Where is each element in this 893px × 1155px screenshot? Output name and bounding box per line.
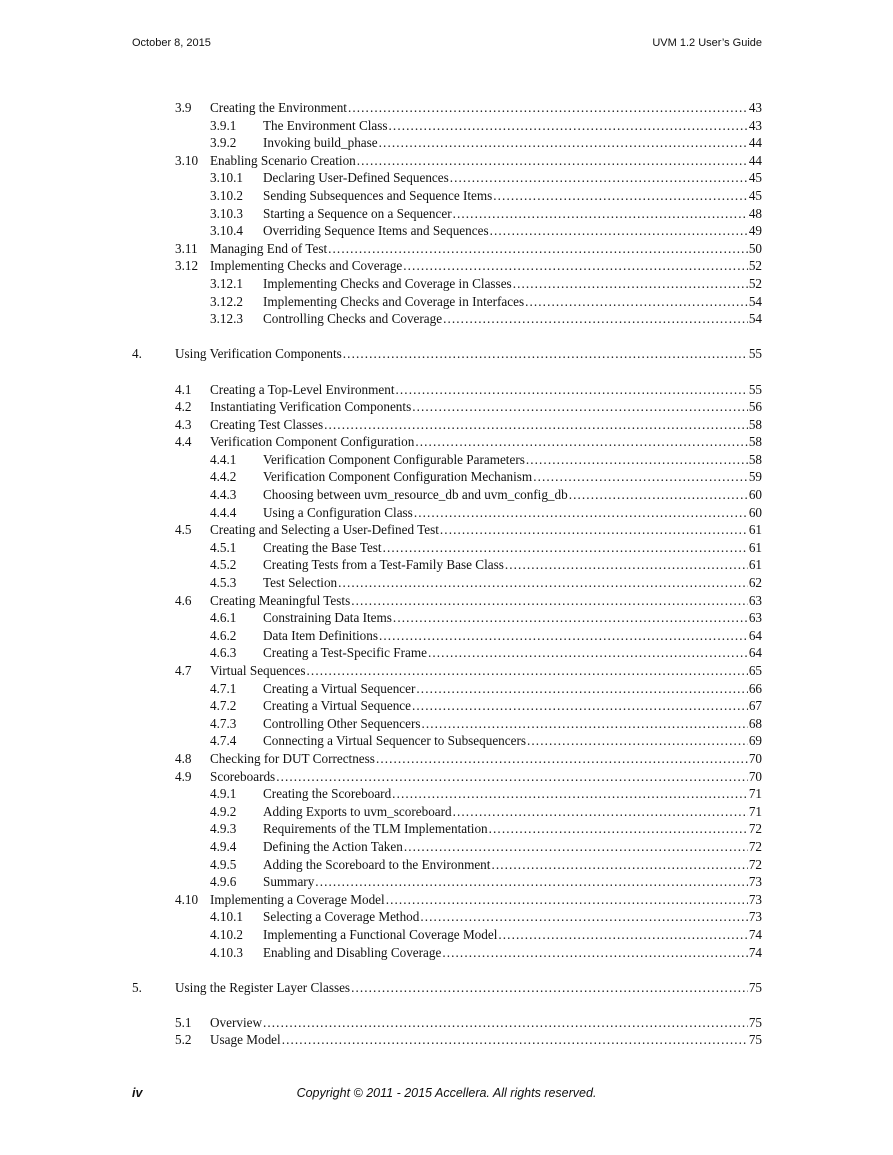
toc-leader-dots <box>386 891 748 909</box>
toc-entry-number: 4.7.2 <box>210 698 237 714</box>
toc-entry-title: Adding Exports to uvm_scoreboard <box>263 803 452 819</box>
toc-entry-title: Creating Tests from a Test-Family Base Class <box>263 557 504 573</box>
toc-entry[interactable] <box>0 609 893 627</box>
toc-entry[interactable] <box>0 732 893 750</box>
toc-entry[interactable] <box>0 398 893 416</box>
toc-leader-dots <box>493 187 748 205</box>
toc-leader-dots <box>421 715 747 733</box>
toc-entry-page: 72 <box>748 856 762 872</box>
toc-entry-page: 61 <box>748 522 762 538</box>
toc-entry-number: 4.4.1 <box>210 451 237 467</box>
toc-entry-number: 3.10.1 <box>210 170 243 186</box>
toc-entry-page: 63 <box>748 610 762 626</box>
toc-entry-page: 68 <box>748 715 762 731</box>
toc-entry-title: Creating Meaningful Tests <box>210 592 351 608</box>
toc-entry[interactable] <box>0 468 893 486</box>
toc-entry-number: 4.1 <box>175 381 192 397</box>
toc-entry-number: 4. <box>132 346 142 362</box>
toc-entry-page: 44 <box>748 135 762 151</box>
toc-entry-number: 4.10.3 <box>210 944 243 960</box>
toc-entry-page: 73 <box>748 874 762 890</box>
toc-entry-page: 60 <box>748 487 762 503</box>
toc-entry[interactable] <box>0 574 893 592</box>
toc-entry-title: Sending Subsequences and Sequence Items <box>263 187 493 203</box>
toc-leader-dots <box>351 592 748 610</box>
toc-entry-title: Instantiating Verification Components <box>210 399 412 415</box>
toc-entry-number: 4.8 <box>175 750 192 766</box>
toc-leader-dots <box>489 820 748 838</box>
toc-entry-title: Summary <box>263 874 315 890</box>
toc-leader-dots <box>348 99 748 117</box>
toc-entry-title: Enabling and Disabling Coverage <box>263 944 442 960</box>
toc-leader-dots <box>443 310 748 328</box>
toc-entry-number: 4.10.2 <box>210 926 243 942</box>
toc-entry[interactable] <box>0 539 893 557</box>
toc-leader-dots <box>498 926 747 944</box>
toc-entry-number: 3.12.2 <box>210 293 243 309</box>
toc-entry-title: Selecting a Coverage Method <box>263 909 420 925</box>
toc-leader-dots <box>420 908 747 926</box>
toc-leader-dots <box>315 873 748 891</box>
toc-entry-number: 4.6 <box>175 592 192 608</box>
toc-entry-page: 58 <box>748 451 762 467</box>
toc-entry-page: 73 <box>748 891 762 907</box>
toc-leader-dots <box>513 275 748 293</box>
toc-entry-number: 3.10.4 <box>210 223 243 239</box>
toc-entry-number: 3.10.3 <box>210 205 243 221</box>
toc-entry-title: Adding the Scoreboard to the Environment <box>263 856 491 872</box>
toc-entry-page: 61 <box>748 557 762 573</box>
toc-entry-number: 3.10.2 <box>210 187 243 203</box>
toc-entry-number: 4.10 <box>175 891 199 907</box>
toc-entry-page: 60 <box>748 504 762 520</box>
toc-entry[interactable] <box>0 908 893 926</box>
toc-entry-page: 62 <box>748 575 762 591</box>
toc-leader-dots <box>453 205 748 223</box>
toc-entry[interactable] <box>0 627 893 645</box>
toc-leader-dots <box>357 152 748 170</box>
toc-leader-dots <box>328 240 748 258</box>
toc-entry-title: Choosing between uvm_resource_db and uvm_config_db <box>263 487 568 503</box>
toc-entry-page: 43 <box>748 100 762 115</box>
toc-entry-page: 63 <box>748 592 762 608</box>
toc-entry-page: 66 <box>748 680 762 696</box>
toc-entry-title: Implementing Checks and Coverage in Classes <box>263 275 512 291</box>
toc-entry-title: Creating and Selecting a User-Defined Test <box>210 522 439 538</box>
toc-entry-number: 3.11 <box>175 240 198 256</box>
toc-entry-page: 70 <box>748 768 762 784</box>
toc-entry-page: 74 <box>748 926 762 942</box>
toc-entry-page: 58 <box>748 434 762 450</box>
toc-entry-title: Managing End of Test <box>210 240 328 256</box>
toc-chapter-entry[interactable] <box>0 328 893 363</box>
toc-entry-page: 49 <box>748 223 762 239</box>
toc-entry[interactable] <box>0 891 893 909</box>
toc-entry-number: 3.12.1 <box>210 275 243 291</box>
toc-entry[interactable] <box>0 257 893 275</box>
toc-entry-number: 4.7.4 <box>210 733 237 749</box>
toc-entry[interactable] <box>0 926 893 944</box>
header-title: UVM 1.2 User’s Guide <box>652 37 762 49</box>
toc-entry[interactable] <box>0 556 893 574</box>
toc-leader-dots <box>414 504 748 522</box>
toc-entry[interactable] <box>0 715 893 733</box>
toc-entry-page: 56 <box>748 399 762 415</box>
toc-entry-title: Creating a Top-Level Environment <box>210 381 395 397</box>
toc-leader-dots <box>505 556 748 574</box>
toc-leader-dots <box>307 662 748 680</box>
toc-leader-dots <box>276 768 748 786</box>
toc-leader-dots <box>383 539 748 557</box>
toc-leader-dots <box>526 451 748 469</box>
toc-leader-dots <box>282 1031 748 1049</box>
toc-entry-title: Using a Configuration Class <box>263 504 413 520</box>
toc-entry[interactable] <box>0 750 893 768</box>
toc-leader-dots <box>393 609 748 627</box>
toc-entry-number: 4.9.1 <box>210 786 237 802</box>
toc-entry-title: Creating a Virtual Sequencer <box>263 680 416 696</box>
toc-leader-dots <box>442 944 747 962</box>
toc-entry[interactable] <box>0 944 893 962</box>
toc-entry-number: 4.7 <box>175 663 192 678</box>
table-of-contents <box>0 99 893 1049</box>
toc-entry-title: Implementing Checks and Coverage in Interfaces <box>263 293 525 309</box>
toc-entry-number: 4.5.3 <box>210 575 237 591</box>
toc-entry-number: 4.7.1 <box>210 680 237 696</box>
toc-entry-page: 52 <box>748 275 762 291</box>
toc-entry-page: 48 <box>748 205 762 221</box>
toc-entry-page: 71 <box>748 803 762 819</box>
toc-entry-number: 4.6.3 <box>210 645 237 661</box>
toc-entry-number: 4.3 <box>175 416 192 432</box>
toc-entry-number: 4.7.3 <box>210 715 237 731</box>
toc-entry-title: Implementing a Coverage Model <box>210 891 385 907</box>
toc-entry[interactable] <box>0 117 893 135</box>
toc-entry[interactable] <box>0 293 893 311</box>
toc-entry-title: Scoreboards <box>210 768 276 784</box>
toc-entry-number: 4.2 <box>175 399 192 415</box>
toc-entry-number: 4.10.1 <box>210 909 243 925</box>
toc-leader-dots <box>324 416 748 434</box>
toc-entry-number: 3.9 <box>175 100 192 115</box>
toc-entry[interactable] <box>0 222 893 240</box>
toc-leader-dots <box>379 134 748 152</box>
toc-entry-page: 75 <box>748 1032 762 1048</box>
footer-copyright: Copyright © 2011 - 2015 Accellera. All rights reserved. <box>296 1086 597 1100</box>
toc-entry[interactable] <box>0 521 893 539</box>
toc-leader-dots <box>412 697 748 715</box>
toc-entry-title: Enabling Scenario Creation <box>210 152 356 168</box>
toc-entry[interactable] <box>0 785 893 803</box>
toc-entry-page: 58 <box>748 416 762 432</box>
toc-chapter-entry[interactable] <box>0 961 893 996</box>
toc-entry-page: 71 <box>748 786 762 802</box>
toc-leader-dots <box>343 345 748 363</box>
toc-entry-number: 4.6.2 <box>210 627 237 643</box>
toc-entry-title: Verification Component Configurable Parameters <box>263 451 525 467</box>
toc-entry-number: 4.5.1 <box>210 539 237 555</box>
toc-entry-page: 69 <box>748 733 762 749</box>
toc-entry-page: 64 <box>748 645 762 661</box>
toc-entry-number: 4.4.3 <box>210 487 237 503</box>
toc-entry[interactable] <box>0 768 893 786</box>
toc-leader-dots <box>569 486 748 504</box>
toc-entry-page: 74 <box>748 944 762 960</box>
toc-leader-dots <box>379 627 748 645</box>
toc-entry-title: Controlling Checks and Coverage <box>263 311 443 327</box>
toc-entry-page: 64 <box>748 627 762 643</box>
toc-leader-dots <box>440 521 748 539</box>
toc-entry-title: Controlling Other Sequencers <box>263 715 421 731</box>
toc-entry-number: 4.5 <box>175 522 192 538</box>
toc-entry-title: Verification Component Configuration Mechanism <box>263 469 533 485</box>
toc-entry-page: 45 <box>748 187 762 203</box>
toc-entry[interactable] <box>0 820 893 838</box>
toc-leader-dots <box>338 574 748 592</box>
toc-entry-page: 73 <box>748 909 762 925</box>
toc-entry-title: Creating the Base Test <box>263 539 382 555</box>
toc-entry[interactable] <box>0 240 893 258</box>
toc-entry[interactable] <box>0 433 893 451</box>
toc-entry-number: 5. <box>132 979 142 995</box>
toc-leader-dots <box>392 785 748 803</box>
toc-leader-dots <box>533 468 748 486</box>
toc-entry-page: 61 <box>748 539 762 555</box>
toc-leader-dots <box>453 803 748 821</box>
toc-entry[interactable] <box>0 275 893 293</box>
toc-entry[interactable] <box>0 451 893 469</box>
toc-entry-number: 4.4.4 <box>210 504 237 520</box>
toc-entry[interactable] <box>0 592 893 610</box>
toc-entry[interactable] <box>0 152 893 170</box>
toc-entry-number: 4.9.5 <box>210 856 237 872</box>
toc-entry-title: Implementing Checks and Coverage <box>210 258 403 274</box>
toc-leader-dots <box>428 644 748 662</box>
toc-entry-number: 4.9.6 <box>210 874 237 890</box>
toc-entry-page: 54 <box>748 311 762 327</box>
toc-entry[interactable] <box>0 996 893 1031</box>
toc-entry-number: 5.1 <box>175 1014 192 1030</box>
footer-page-number: iv <box>132 1086 143 1100</box>
toc-leader-dots <box>525 293 748 311</box>
toc-leader-dots <box>404 838 748 856</box>
toc-entry[interactable] <box>0 363 893 398</box>
toc-leader-dots <box>490 222 748 240</box>
toc-entry-number: 3.12 <box>175 258 199 274</box>
toc-entry-title: Creating a Test-Specific Frame <box>263 645 427 661</box>
toc-entry-page: 70 <box>748 750 762 766</box>
toc-leader-dots <box>491 856 747 874</box>
toc-entry-page: 55 <box>748 346 762 362</box>
toc-entry-title: Checking for DUT Correctness <box>210 750 375 766</box>
toc-entry-title: Connecting a Virtual Sequencer to Subsequencers <box>263 733 527 749</box>
toc-entry-title: Constraining Data Items <box>263 610 392 626</box>
toc-entry-title: Creating a Virtual Sequence <box>263 698 412 714</box>
toc-entry-page: 44 <box>748 152 762 168</box>
toc-entry-title: Starting a Sequence on a Sequencer <box>263 205 452 221</box>
toc-entry[interactable] <box>0 662 893 680</box>
toc-leader-dots <box>527 732 748 750</box>
toc-entry[interactable] <box>0 680 893 698</box>
toc-entry-page: 59 <box>748 469 762 485</box>
toc-entry-number: 4.9.2 <box>210 803 237 819</box>
toc-leader-dots <box>450 169 748 187</box>
toc-entry-page: 67 <box>748 698 762 714</box>
toc-entry-title: Defining the Action Taken <box>263 838 403 854</box>
toc-entry-number: 4.4 <box>175 434 192 450</box>
toc-entry-number: 4.5.2 <box>210 557 237 573</box>
toc-entry-title: Data Item Definitions <box>263 627 378 643</box>
toc-entry-number: 4.6.1 <box>210 610 237 626</box>
toc-entry[interactable] <box>0 169 893 187</box>
toc-leader-dots <box>396 381 748 399</box>
toc-entry[interactable] <box>0 856 893 874</box>
toc-entry-title: The Environment Class <box>263 117 388 133</box>
toc-entry[interactable] <box>0 644 893 662</box>
toc-entry-title: Creating Test Classes <box>210 416 324 432</box>
toc-entry-title: Usage Model <box>210 1032 281 1048</box>
toc-entry-number: 4.9.4 <box>210 838 237 854</box>
toc-leader-dots <box>263 1014 748 1032</box>
toc-leader-dots <box>351 979 748 997</box>
toc-entry-title: Verification Component Configuration <box>210 434 415 450</box>
toc-entry[interactable] <box>0 310 893 328</box>
toc-entry-title: Overview <box>210 1014 262 1030</box>
toc-entry-title: Requirements of the TLM Implementation <box>263 821 488 837</box>
toc-entry-number: 5.2 <box>175 1032 192 1048</box>
toc-entry-title: Using the Register Layer Classes <box>175 979 351 995</box>
toc-entry[interactable] <box>0 99 893 117</box>
toc-leader-dots <box>416 680 747 698</box>
toc-entry-page: 43 <box>748 117 762 133</box>
toc-entry-title: Test Selection <box>263 575 338 591</box>
toc-entry[interactable] <box>0 187 893 205</box>
toc-entry-number: 3.9.1 <box>210 117 237 133</box>
toc-leader-dots <box>403 257 748 275</box>
toc-entry-number: 4.9.3 <box>210 821 237 837</box>
toc-entry[interactable] <box>0 838 893 856</box>
toc-leader-dots <box>376 750 748 768</box>
toc-entry-page: 75 <box>748 1014 762 1030</box>
toc-entry-title: Invoking build_phase <box>263 135 378 151</box>
toc-entry-page: 52 <box>748 258 762 274</box>
toc-entry-title: Implementing a Functional Coverage Model <box>263 926 498 942</box>
toc-entry[interactable] <box>0 803 893 821</box>
toc-entry[interactable] <box>0 134 893 152</box>
toc-entry[interactable] <box>0 504 893 522</box>
toc-entry-page: 55 <box>748 381 762 397</box>
toc-entry-title: Using Verification Components <box>175 346 342 362</box>
toc-entry-number: 4.4.2 <box>210 469 237 485</box>
toc-entry-title: Overriding Sequence Items and Sequences <box>263 223 489 239</box>
toc-entry[interactable] <box>0 416 893 434</box>
toc-entry-page: 72 <box>748 838 762 854</box>
toc-entry-number: 3.9.2 <box>210 135 237 151</box>
toc-leader-dots <box>412 398 748 416</box>
toc-entry-title: Creating the Environment <box>210 100 347 115</box>
toc-entry-page: 72 <box>748 821 762 837</box>
toc-entry-number: 4.9 <box>175 768 192 784</box>
toc-leader-dots <box>389 117 748 135</box>
toc-entry-title: Declaring User-Defined Sequences <box>263 170 449 186</box>
toc-leader-dots <box>415 433 747 451</box>
toc-entry-page: 50 <box>748 240 762 256</box>
toc-entry-page: 45 <box>748 170 762 186</box>
toc-entry[interactable] <box>0 205 893 223</box>
toc-entry-page: 65 <box>748 663 762 678</box>
toc-entry-page: 75 <box>748 979 762 995</box>
toc-entry-title: Creating the Scoreboard <box>263 786 392 802</box>
toc-entry-page: 54 <box>748 293 762 309</box>
toc-entry[interactable] <box>0 697 893 715</box>
toc-entry[interactable] <box>0 873 893 891</box>
toc-entry-number: 3.12.3 <box>210 311 243 327</box>
toc-entry[interactable] <box>0 1031 893 1049</box>
toc-entry-title: Virtual Sequences <box>210 663 306 678</box>
toc-entry-number: 3.10 <box>175 152 199 168</box>
header-date: October 8, 2015 <box>132 37 211 49</box>
toc-entry[interactable] <box>0 486 893 504</box>
